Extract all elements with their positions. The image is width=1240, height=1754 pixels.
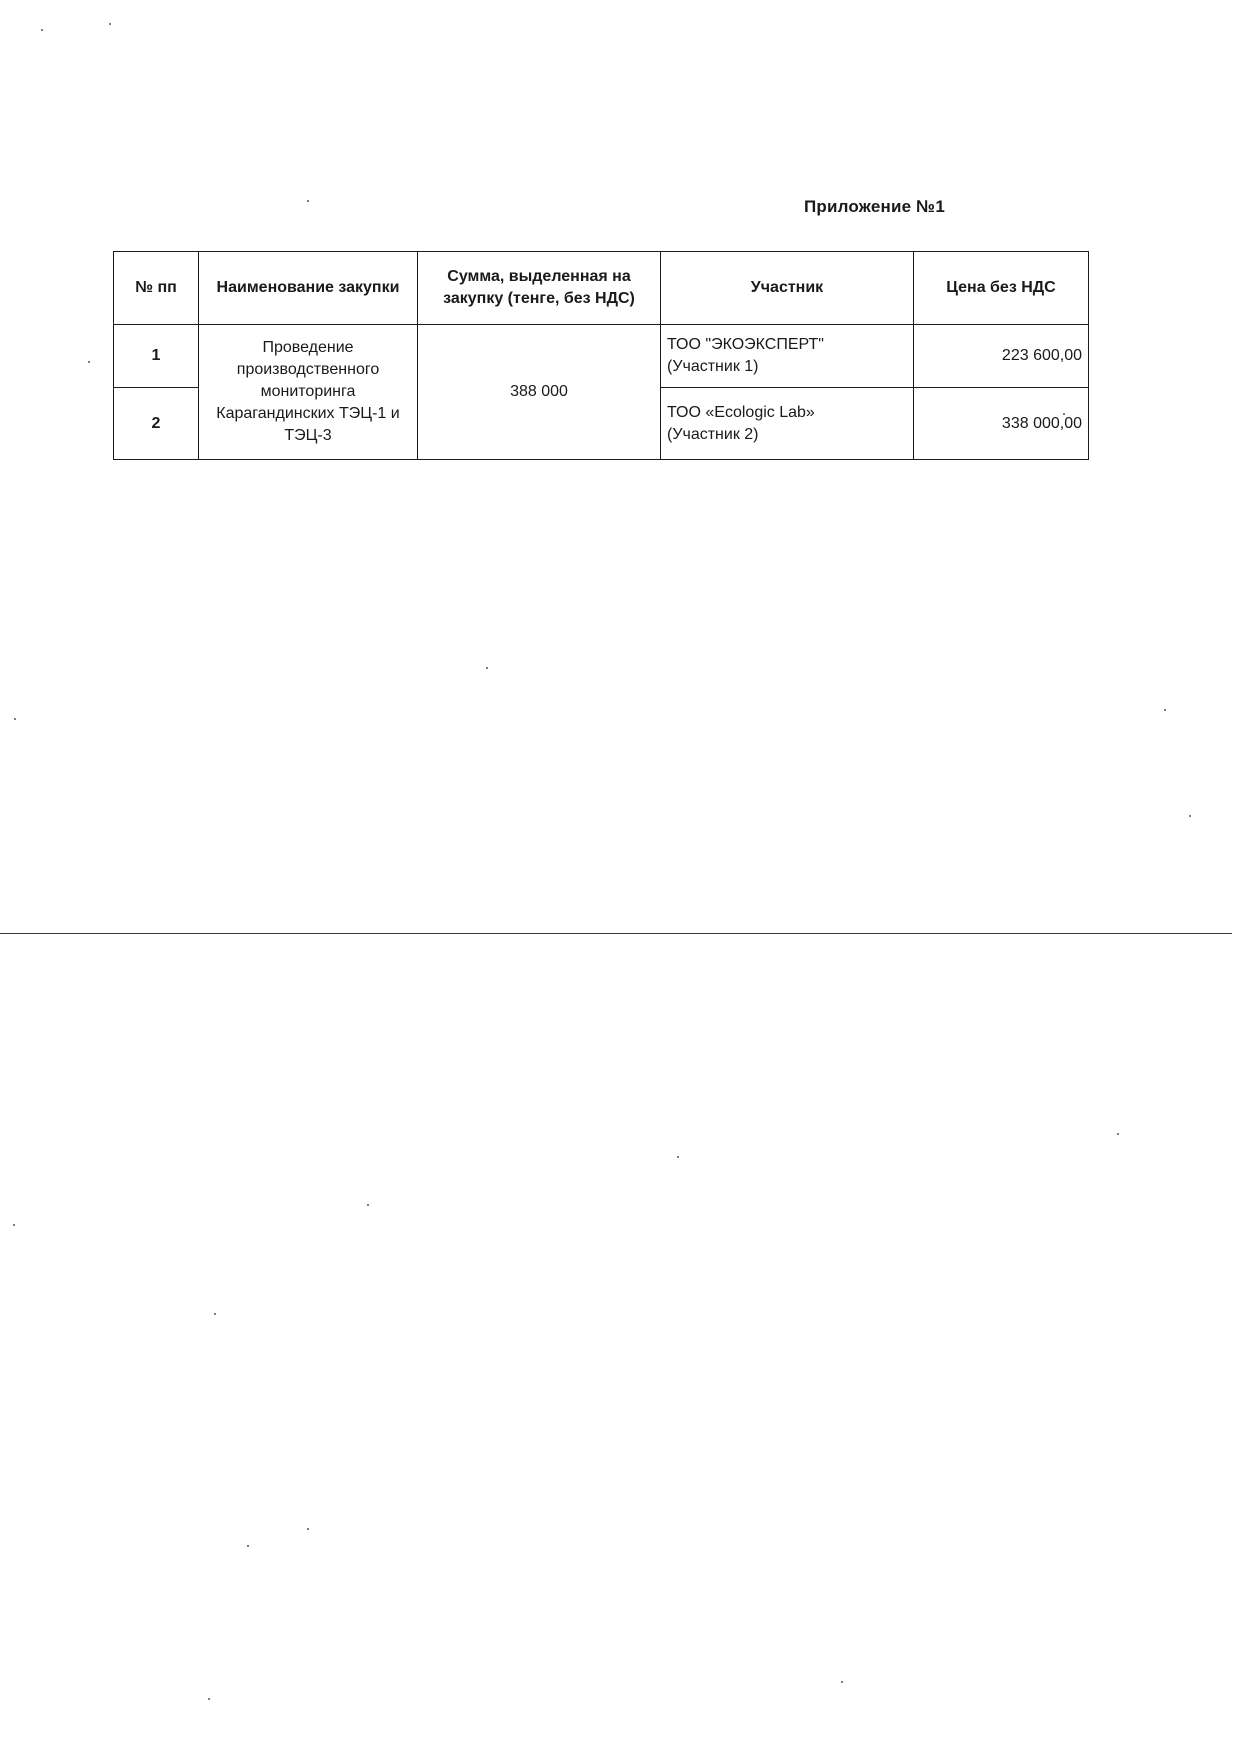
scan-speck [307,200,309,202]
scan-speck [841,1681,843,1683]
scan-speck [208,1698,210,1700]
participant-role: (Участник 2) [667,425,759,443]
participant-name: ТОО "ЭКОЭКСПЕРТ" [667,336,824,353]
header-sum: Сумма, выделенная на закупку (тенге, без НДС) [418,252,661,325]
scan-speck [214,1313,216,1315]
scan-speck [1063,413,1065,415]
price-without-vat: 338 000,00 [914,388,1089,460]
participant-role: (Участник 1) [667,358,759,375]
scan-speck [247,1545,249,1547]
scan-speck [41,29,43,31]
scan-speck [677,1156,679,1158]
scan-speck [1164,709,1166,711]
scan-speck [88,361,90,363]
scan-fold-line [0,933,1232,934]
participant-name: ТОО «Ecologic Lab» [667,403,815,421]
participant-cell [661,325,914,388]
header-num: № пп [114,252,199,325]
table-row [114,325,1089,388]
price-without-vat: 223 600,00 [914,325,1089,388]
row-number: 2 [114,388,199,460]
scan-speck [1117,1133,1119,1135]
scan-speck [307,1528,309,1530]
scan-speck [109,23,111,25]
row-number: 1 [114,325,199,388]
scan-speck [367,1204,369,1206]
participant-cell [661,388,914,460]
header-participant: Участник [661,252,914,325]
allocated-sum: 388 000 [418,325,661,460]
scan-speck [486,667,488,669]
scan-speck [13,1224,15,1226]
table-header-row [114,252,1089,325]
appendix-title: Приложение №1 [804,197,945,216]
procurement-table [113,251,1089,460]
procurement-name: Проведение производственного мониторинга Карагандинских ТЭЦ-1 и ТЭЦ-3 [199,325,418,460]
scan-speck [1189,815,1191,817]
scan-speck [14,718,16,720]
header-price: Цена без НДС [914,252,1089,325]
header-name: Наименование закупки [199,252,418,325]
